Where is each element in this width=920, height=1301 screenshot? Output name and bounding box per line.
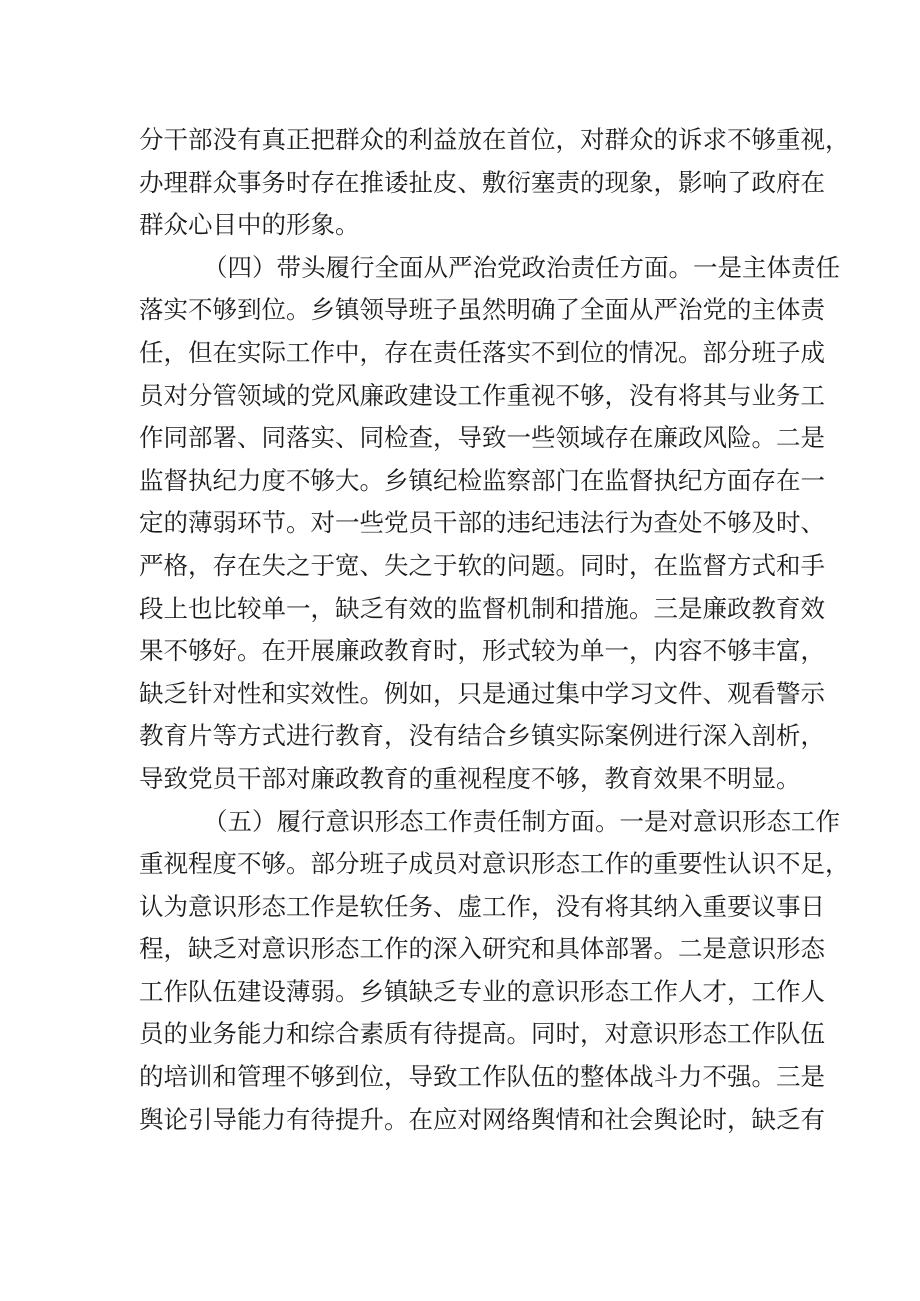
text-line: 教育片等方式进行教育，没有结合乡镇实际案例进行深入剖析， bbox=[139, 721, 825, 751]
text-line: 果不够好。在开展廉政教育时，形式较为单一，内容不够丰富， bbox=[139, 636, 825, 666]
text-line: 任，但在实际工作中，存在责任落实不到位的情况。部分班子成 bbox=[139, 337, 825, 367]
text-line: 重视程度不够。部分班子成员对意识形态工作的重要性认识不足， bbox=[139, 849, 850, 879]
text-line: 员对分管领域的党风廉政建设工作重视不够，没有将其与业务工 bbox=[139, 380, 825, 410]
text-line: 严格，存在失之于宽、失之于软的问题。同时，在监督方式和手 bbox=[139, 550, 825, 580]
text-line: 段上也比较单一，缺乏有效的监督机制和措施。三是廉政教育效 bbox=[139, 593, 825, 623]
section-heading-line: （四）带头履行全面从严治党政治责任方面。一是主体责任 bbox=[203, 252, 840, 282]
text-line: 办理群众事务时存在推诿扯皮、敷衍塞责的现象，影响了政府在 bbox=[139, 167, 825, 197]
text-line: 作同部署、同落实、同检查，导致一些领域存在廉政风险。二是 bbox=[139, 423, 825, 453]
text-line: 缺乏针对性和实效性。例如，只是通过集中学习文件、观看警示 bbox=[139, 678, 825, 708]
text-line: 认为意识形态工作是软任务、虚工作，没有将其纳入重要议事日 bbox=[139, 891, 825, 921]
section-heading-line: （五）履行意识形态工作责任制方面。一是对意识形态工作 bbox=[203, 806, 840, 836]
text-line: 监督执纪力度不够大。乡镇纪检监察部门在监督执纪方面存在一 bbox=[139, 465, 825, 495]
document-body bbox=[139, 119, 850, 1141]
text-line: 定的薄弱环节。对一些党员干部的违纪违法行为查处不够及时、 bbox=[139, 508, 825, 538]
text-line: 员的业务能力和综合素质有待提高。同时，对意识形态工作队伍 bbox=[139, 1019, 825, 1049]
text-line: 落实不够到位。乡镇领导班子虽然明确了全面从严治党的主体责 bbox=[139, 295, 825, 325]
text-line: 舆论引导能力有待提升。在应对网络舆情和社会舆论时，缺乏有 bbox=[139, 1104, 825, 1134]
text-line: 工作队伍建设薄弱。乡镇缺乏专业的意识形态工作人才，工作人 bbox=[139, 976, 825, 1006]
text-line: 群众心目中的形象。 bbox=[139, 210, 360, 240]
text-line: 分干部没有真正把群众的利益放在首位，对群众的诉求不够重视， bbox=[139, 125, 850, 154]
text-line: 的培训和管理不够到位，导致工作队伍的整体战斗力不强。三是 bbox=[139, 1062, 825, 1092]
text-line: 导致党员干部对廉政教育的重视程度不够，教育效果不明显。 bbox=[139, 763, 801, 793]
text-line: 程，缺乏对意识形态工作的深入研究和具体部署。二是意识形态 bbox=[139, 934, 825, 964]
